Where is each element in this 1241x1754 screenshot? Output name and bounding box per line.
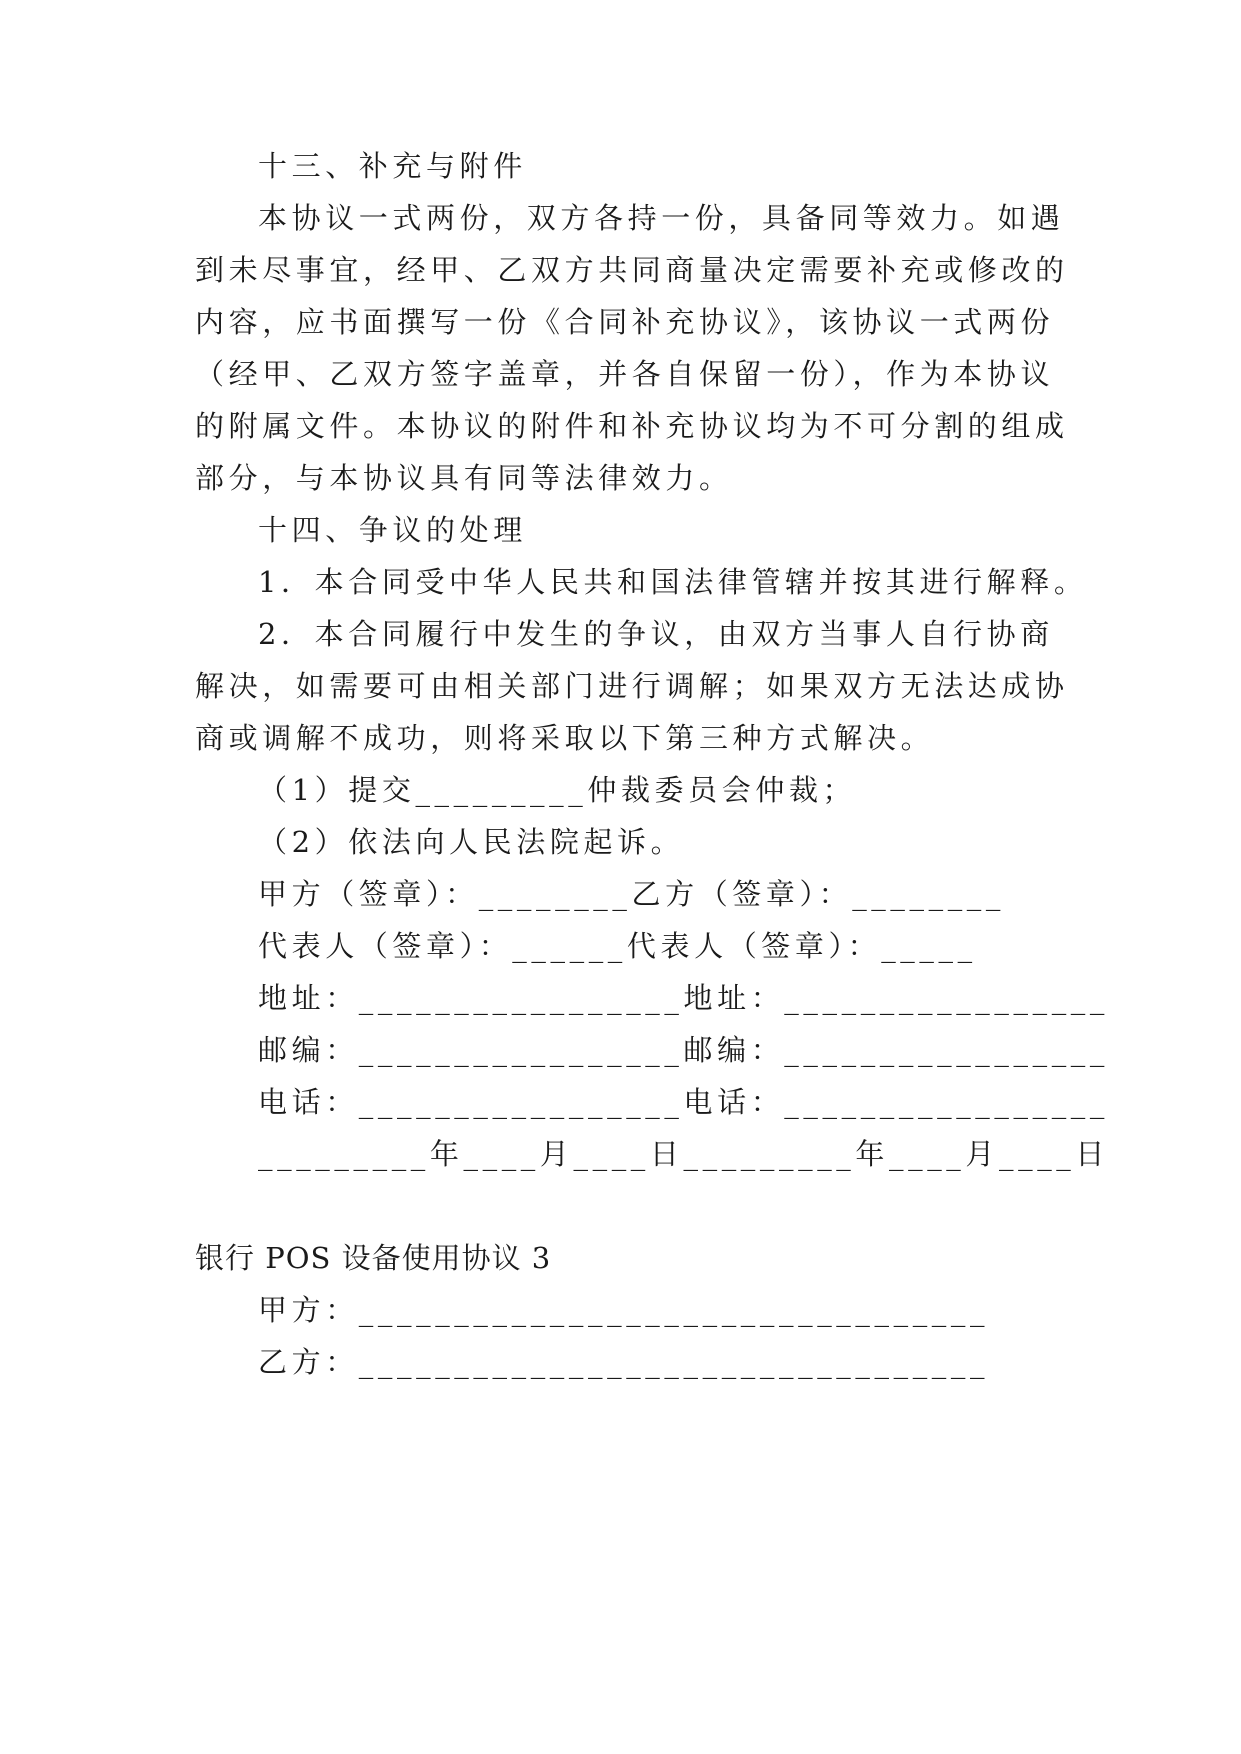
phone-line: 电话：_________________电话：_________________ <box>258 1085 1109 1119</box>
section-14-heading: 十四、争议的处理 <box>258 513 527 547</box>
section-13-para-line: 部分，与本协议具有同等法律效力。 <box>195 461 733 495</box>
party-signature-line: 甲方（签章）：________乙方（签章）：________ <box>258 877 1006 911</box>
next-document-title: 银行 POS 设备使用协议 3 <box>195 1241 552 1275</box>
litigation-option: （2）依法向人民法院起诉。 <box>258 825 685 859</box>
postcode-line: 邮编：_________________邮编：_________________ <box>258 1033 1109 1067</box>
section-13-para-line: 到未尽事宜，经甲、乙双方共同商量决定需要补充或修改的 <box>195 253 1069 287</box>
section-14-item-2-line: 2．本合同履行中发生的争议，由双方当事人自行协商 <box>258 617 1054 651</box>
section-14-item-2-line: 解决，如需要可由相关部门进行调解；如果双方无法达成协 <box>195 669 1069 703</box>
next-doc-party-a-line: 甲方：_________________________________ <box>258 1293 990 1327</box>
section-13-para-line: 内容，应书面撰写一份《合同补充协议》，该协议一式两份 <box>195 305 1055 339</box>
section-14-item-1: 1．本合同受中华人民共和国法律管辖并按其进行解释。 <box>258 565 1088 599</box>
date-line: _________年____月____日_________年____月____日 <box>258 1137 1109 1171</box>
next-doc-party-b-line: 乙方：_________________________________ <box>258 1345 990 1379</box>
section-14-item-2-line: 商或调解不成功，则将采取以下第三种方式解决。 <box>195 721 935 755</box>
section-13-heading: 十三、补充与附件 <box>258 149 527 183</box>
arbitration-option: （1）提交_________仲裁委员会仲裁； <box>258 773 857 807</box>
address-line: 地址：_________________地址：_________________ <box>258 981 1109 1015</box>
representative-signature-line: 代表人（签章）：______代表人（签章）：_____ <box>258 929 977 963</box>
section-13-para-line: （经甲、乙双方签字盖章，并各自保留一份），作为本协议 <box>195 357 1055 391</box>
section-13-para-line: 的附属文件。本协议的附件和补充协议均为不可分割的组成 <box>195 409 1069 443</box>
section-13-para-line: 本协议一式两份，双方各持一份，具备同等效力。如遇 <box>258 201 1065 235</box>
